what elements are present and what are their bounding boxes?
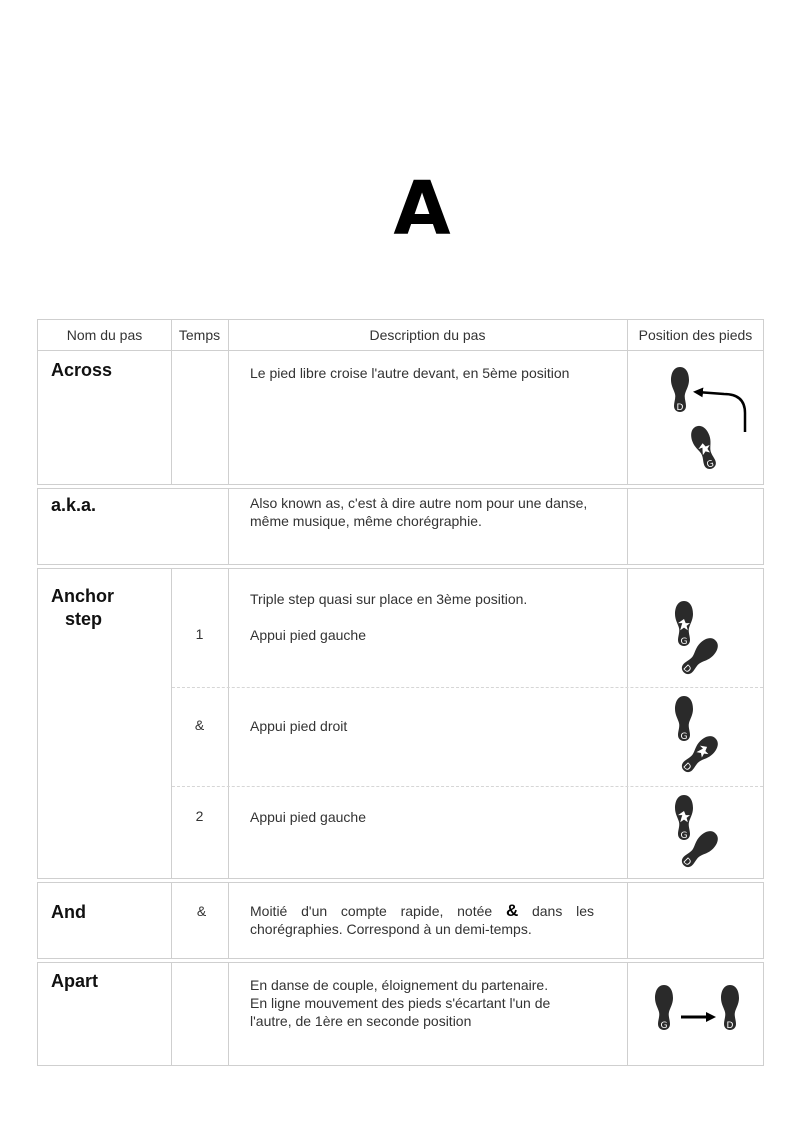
desc-anchor-2: Appui pied droit [250,718,348,734]
svg-text:G: G [680,831,688,841]
term-apart: Apart [51,971,99,991]
desc-anchor-intro: Triple step quasi sur place en 3ème position. [250,591,528,607]
header-position: Position des pieds [638,327,753,343]
desc-and: Moitié d'un compte rapide, notée & dans les chorégraphies. Correspond à un demi-temps. [250,901,594,937]
left-foot-icon [675,696,693,742]
section-letter: A [393,166,451,252]
feet-diagram-anchor-3 [628,787,764,879]
feet-diagram-apart [628,963,764,1065]
feet-diagram-across [628,351,764,485]
svg-text:D: D [726,1021,734,1031]
left-foot-icon [688,423,721,472]
svg-text:D: D [676,403,684,413]
feet-diagram-anchor-2 [628,688,764,786]
entry-aka [37,488,764,565]
header-temps: Temps [178,327,221,343]
desc-across: Le pied libre croise l'autre devant, en 5ème position [250,365,570,381]
header-name: Nom du pas [66,327,143,343]
term-anchor-line1: Anchor [51,586,114,606]
right-foot-icon [721,985,739,1031]
svg-text:D: D [680,761,693,774]
desc-anchor-1: Appui pied gauche [250,627,366,643]
left-foot-icon [655,985,673,1031]
left-foot-icon [675,795,693,841]
right-foot-icon [671,367,689,413]
entry-apart [37,962,764,1066]
cross-arrow-icon [697,392,745,432]
left-foot-icon [675,601,693,647]
term-aka: a.k.a. [51,495,97,515]
svg-text:D: D [680,856,693,869]
temps-anchor-1: 1 [195,626,204,642]
term-anchor-line2: step [65,609,103,629]
temps-anchor-3: 2 [195,808,204,824]
entry-and [37,882,764,959]
entry-anchor-step [37,568,764,879]
desc-apart-line1: En danse de couple, éloignement du partenaire. [250,977,549,993]
svg-text:G: G [680,637,688,647]
svg-text:G: G [680,732,688,742]
svg-text:G: G [660,1021,668,1031]
svg-text:D: D [680,663,693,676]
desc-aka: Also known as, c'est à dire autre nom pour une danse, même musique, même chorégraphie. [250,495,588,529]
term-and: And [51,902,86,922]
svg-text:G: G [705,458,716,471]
header-description: Description du pas [369,327,486,343]
feet-diagram-anchor-1 [628,589,764,687]
desc-apart-line2: En ligne mouvement des pieds s'écartant l'un de l'autre, de 1ère en seconde position [250,995,551,1029]
temps-and: & [196,903,207,919]
entry-across [37,350,764,485]
desc-apart [250,976,594,1030]
table-header [37,319,764,351]
desc-anchor-3: Appui pied gauche [250,809,366,825]
temps-anchor-2: & [194,717,205,733]
term-across: Across [51,360,113,380]
